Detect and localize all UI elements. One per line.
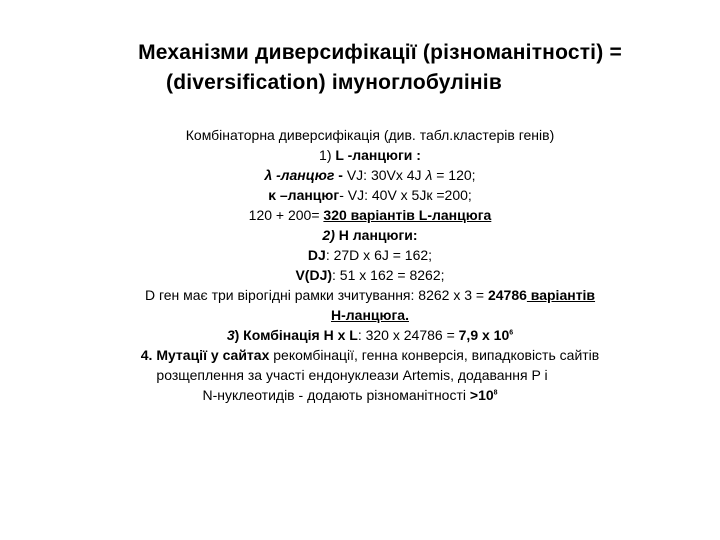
lambda-chain-dash: - xyxy=(334,167,347,183)
section-2-H: H xyxy=(334,227,349,243)
section-1-heading-text: -ланцюги : xyxy=(343,147,421,163)
section-1-number: 1) xyxy=(319,147,336,163)
L-chain-sum-formula: 120 + 200= xyxy=(248,207,324,223)
reading-frames-line-2 xyxy=(60,305,680,325)
section-1-L: L xyxy=(335,147,344,163)
section-4-line-3-text: N-нуклеотидів - додають різноманітності xyxy=(202,387,470,403)
H-chain-variants-word: варіантів xyxy=(526,287,596,303)
section-3-heading: ) Комбінація Н х L xyxy=(234,327,358,343)
title-line-1: Механізми диверсифікації (різноманітності) = xyxy=(138,41,622,64)
slide-body xyxy=(60,125,680,405)
section-3-result: 7,9 x 10 xyxy=(458,327,510,343)
vdj-line xyxy=(60,265,680,285)
dj-label: DJ xyxy=(307,247,326,263)
lambda-chain-label: λ -ланцюг xyxy=(264,167,335,183)
reading-frames-line xyxy=(60,285,680,305)
lambda-formula-a: VJ: 30Vx 4J xyxy=(346,167,426,183)
section-1-heading xyxy=(60,145,680,165)
title-line-2: (diversification) імуноглобулінів xyxy=(166,71,502,94)
vdj-formula: : 51 x 162 = 8262; xyxy=(332,267,445,283)
lambda-chain-line xyxy=(60,165,680,185)
vdj-label: V(DJ) xyxy=(295,267,333,283)
slide-title xyxy=(60,38,680,98)
section-4-result: >10 xyxy=(469,387,494,403)
section-4-line-3 xyxy=(60,385,680,405)
lambda-formula-b: = 120; xyxy=(432,167,476,183)
section-3-formula: : 320 x 24786 = xyxy=(357,327,459,343)
section-3-line xyxy=(60,325,680,345)
section-4-line-1 xyxy=(60,345,680,365)
section-4-exponent: 8 xyxy=(493,389,498,397)
section-3-exponent: 6 xyxy=(509,329,514,337)
dj-formula: : 27D x 6J = 162; xyxy=(325,247,433,263)
H-chain-variants-count: 24786 xyxy=(487,287,527,303)
dj-line xyxy=(60,245,680,265)
H-chain-label: Н-ланцюга. xyxy=(331,307,409,323)
L-chain-sum-line xyxy=(60,205,680,225)
section-3-number: 3 xyxy=(226,327,235,343)
section-2-heading xyxy=(60,225,680,245)
section-4-line-2: розщеплення за участі ендонуклеази Artemis, додавання P і xyxy=(156,367,548,383)
kappa-chain-line xyxy=(60,185,680,205)
kappa-chain-label: κ –ланцюг xyxy=(268,187,340,203)
lambda-formula-symbol: λ xyxy=(425,167,433,183)
section-4-heading: 4. Мутації у сайтах xyxy=(140,347,270,363)
reading-frames-text: D ген має три вірогідні рамки зчитування: 8262 х 3 = xyxy=(144,287,488,303)
section-2-heading-text: ланцюги: xyxy=(348,227,418,243)
section-4-text: рекомбінації, генна конверсія, випадковість сайтів xyxy=(269,347,600,363)
L-chain-variants: 320 варіантів L-ланцюга xyxy=(323,207,492,223)
intro-line: Комбінаторна диверсифікація (див. табл.кластерів генів) xyxy=(185,127,555,143)
section-2-number: 2) xyxy=(322,227,335,243)
kappa-formula: - VJ: 40V x 5Jк =200; xyxy=(339,187,472,203)
